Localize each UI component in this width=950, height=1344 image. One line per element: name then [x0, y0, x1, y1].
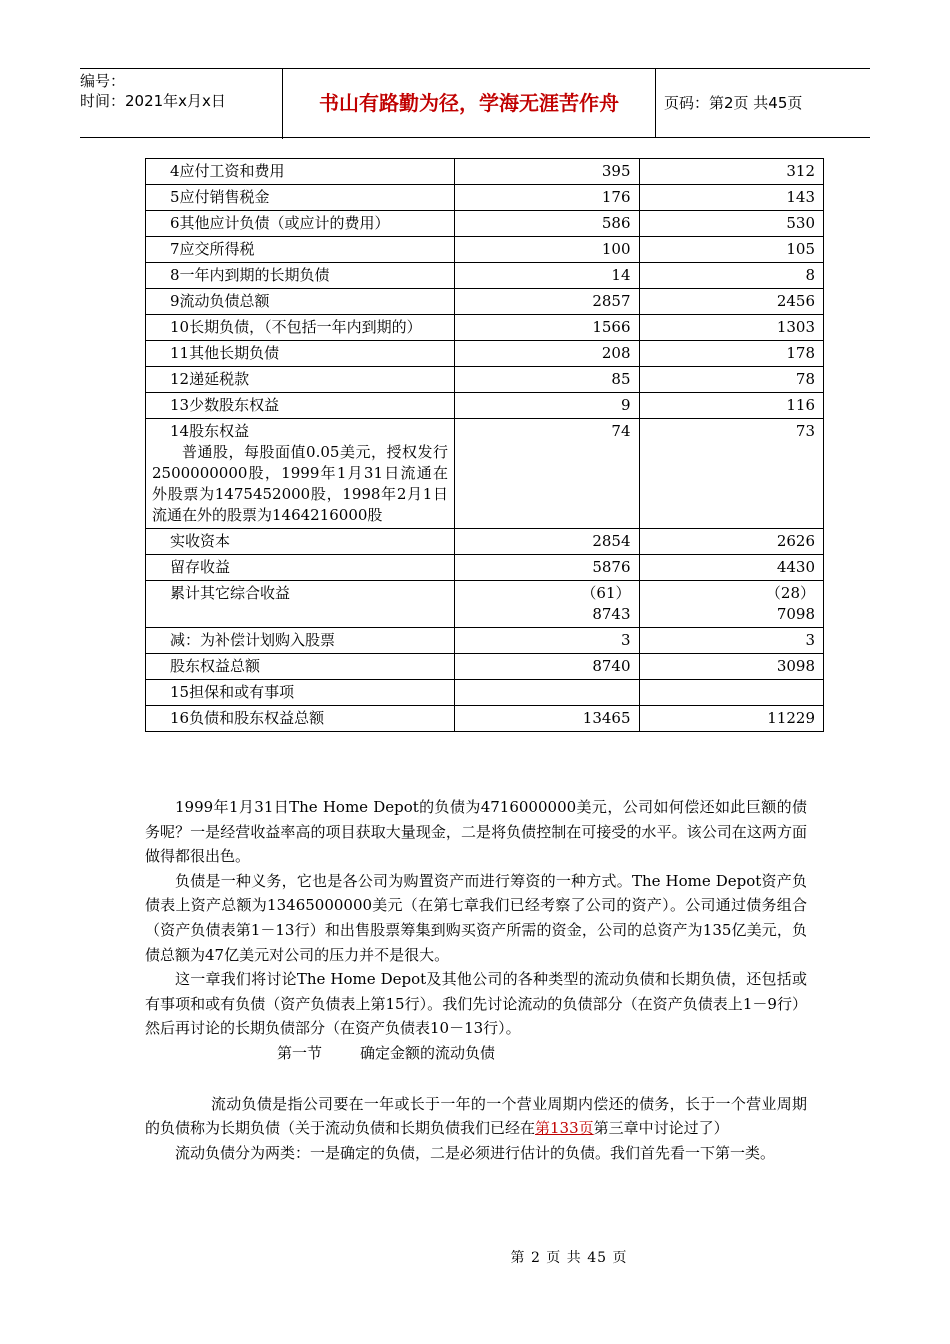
row-label [146, 628, 455, 654]
row-value [455, 237, 640, 263]
value-text: 74 [611, 422, 631, 440]
row-value [455, 185, 640, 211]
row-label [146, 159, 455, 185]
value-text: 312 [786, 162, 815, 180]
row-value [639, 706, 824, 732]
row-label-text: 11其他长期负债 [170, 344, 280, 362]
table-row [146, 628, 824, 654]
value-text [646, 682, 816, 703]
row-value [455, 367, 640, 393]
row-value [639, 628, 824, 654]
row-label [146, 263, 455, 289]
row-label-text: 12递延税款 [170, 370, 250, 388]
row-label-text: 股东权益总额 [170, 657, 261, 675]
row-label-text: 4应付工资和费用 [170, 162, 285, 180]
row-value [639, 237, 824, 263]
row-label-text: 实收资本 [170, 532, 231, 550]
row-value [639, 367, 824, 393]
row-value [639, 419, 824, 529]
row-label [146, 237, 455, 263]
row-value [455, 341, 640, 367]
row-value [639, 263, 824, 289]
value-text: 5876 [592, 558, 631, 576]
table-row [146, 289, 824, 315]
row-value [639, 315, 824, 341]
page-link[interactable]: 第133页 [535, 1119, 594, 1138]
row-value [639, 680, 824, 706]
row-label-text: 减：为补偿计划购入股票 [170, 631, 336, 649]
body-text [145, 795, 807, 1165]
motto: 书山有路勤为径，学海无涯苦作舟 [283, 69, 656, 137]
row-value [639, 185, 824, 211]
value-text: 9 [620, 396, 631, 414]
row-label [146, 393, 455, 419]
row-value [639, 159, 824, 185]
row-label [146, 315, 455, 341]
table-row [146, 367, 824, 393]
row-label-text: 5应付销售税金 [170, 188, 270, 206]
value-text: 530 [786, 214, 815, 232]
value-text: 2626 [776, 532, 815, 550]
value-text: 7098 [776, 605, 815, 623]
value-text: 1303 [776, 318, 815, 336]
value-text: （28） [765, 584, 815, 602]
table-row [146, 315, 824, 341]
row-label-text: 16负债和股东权益总额 [170, 709, 325, 727]
row-value [455, 211, 640, 237]
table-row [146, 185, 824, 211]
row-label [146, 529, 455, 555]
row-label [146, 419, 455, 529]
value-text: 105 [786, 240, 815, 258]
row-value [455, 315, 640, 341]
value-text: 116 [786, 396, 815, 414]
row-label-text: 15担保和或有事项 [170, 683, 295, 701]
row-label-text: 14股东权益 [170, 422, 250, 440]
row-label [146, 680, 455, 706]
table-row [146, 555, 824, 581]
row-value [455, 581, 640, 628]
row-value [639, 289, 824, 315]
time-label: 时间：2021年x月x日 [80, 92, 226, 110]
row-value [455, 706, 640, 732]
page-header [80, 68, 870, 138]
value-text: 143 [786, 188, 815, 206]
value-text: 2456 [776, 292, 815, 310]
row-label-text: 6其他应计负债（或应计的费用） [170, 214, 390, 232]
section-number: 第一节 [277, 1043, 323, 1062]
row-value [455, 159, 640, 185]
value-text: 586 [601, 214, 631, 232]
header-meta [80, 69, 283, 139]
row-value [639, 529, 824, 555]
row-value [455, 680, 640, 706]
value-text: 100 [601, 240, 631, 258]
value-text: 78 [795, 370, 815, 388]
table-row [146, 581, 824, 628]
table-row [146, 263, 824, 289]
table-row [146, 680, 824, 706]
row-label-text: 7应交所得税 [170, 240, 255, 258]
row-label-text: 8一年内到期的长期负债 [170, 266, 330, 284]
paragraph: 负债是一种义务，它也是各公司为购置资产而进行筹资的一种方式。The Home Depot资产负债表上资产总额为13465000000美元（在第七章我们已经考察了公司的资产）。公司通过债务组合（资产负债表第1－13行）和出售股票筹集到购买资产所需的资金，公司的总资产为135亿美元，负债总额为47亿美元对公司的压力并不是很大。 [145, 871, 807, 964]
value-text: 2854 [592, 532, 631, 550]
row-label-text: 累计其它综合收益 [170, 584, 291, 602]
row-label-text: 9流动负债总额 [170, 292, 270, 310]
paragraph: 1999年1月31日The Home Depot的负债为4716000000美元，公司如何偿还如此巨额的债务呢？一是经营收益率高的项目获取大量现金，二是将负债控制在可接受的水平。该公司在这两方面做得都很出色。 [145, 798, 807, 866]
section-title: 确定金额的流动负债 [360, 1043, 496, 1062]
paragraph [145, 1092, 807, 1141]
row-value [455, 289, 640, 315]
table-row [146, 706, 824, 732]
row-value [455, 628, 640, 654]
balance-sheet-table [145, 158, 824, 732]
row-sublabel: 普通股，每股面值0.05美元，授权发行2500000000股，1999年1月31日流通在外股票为1475452000股，1998年2月1日流通在外的股票为1464216000股 [152, 443, 448, 524]
row-value [455, 419, 640, 529]
paragraph-text: 流动负债是指公司要在一年或长于一年的一个营业周期内偿还的债务，长于一个营业周期的负债称为长期负债（关于流动负债和长期负债我们已经在 [145, 1094, 807, 1138]
value-text: 3 [805, 631, 815, 649]
value-text [461, 682, 631, 703]
table-row [146, 529, 824, 555]
row-value [455, 263, 640, 289]
table-row [146, 341, 824, 367]
row-label [146, 555, 455, 581]
value-text: 178 [786, 344, 815, 362]
row-label [146, 367, 455, 393]
row-value [639, 581, 824, 628]
row-label [146, 211, 455, 237]
row-label [146, 706, 455, 732]
page-footer: 第 2 页 共 45 页 [510, 1250, 628, 1266]
row-label [146, 341, 455, 367]
row-value [639, 341, 824, 367]
table-row [146, 237, 824, 263]
row-label [146, 581, 455, 628]
row-value [455, 654, 640, 680]
row-value [455, 555, 640, 581]
value-text: 4430 [776, 558, 815, 576]
table-row [146, 393, 824, 419]
value-text: 85 [611, 370, 631, 388]
page-info: 页码：第2页 共45页 [664, 94, 803, 112]
value-text: 8743 [592, 605, 631, 623]
table-row [146, 159, 824, 185]
value-text: 8 [805, 266, 815, 284]
row-value [639, 211, 824, 237]
value-text: 176 [601, 188, 631, 206]
code-label: 编号： [80, 72, 126, 90]
row-label-text: 10长期负债，（不包括一年内到期的） [170, 318, 422, 336]
value-text: 3098 [776, 657, 815, 675]
table-row [146, 211, 824, 237]
value-text: 8740 [592, 657, 631, 675]
row-value [455, 529, 640, 555]
row-value [455, 393, 640, 419]
value-text: 395 [601, 162, 631, 180]
value-text: 3 [620, 631, 631, 649]
value-text: 11229 [767, 709, 815, 727]
paragraph: 这一章我们将讨论The Home Depot及其他公司的各种类型的流动负债和长期负债，还包括或有事项和或有负债（资产负债表上第15行）。我们先讨论流动的负债部分（在资产负债表上1－9行）然后再讨论的长期负债部分（在资产负债表10－13行）。 [145, 970, 807, 1038]
row-value [639, 555, 824, 581]
value-text: 1566 [592, 318, 631, 336]
paragraph-text: 第三章中讨论过了） [593, 1119, 729, 1138]
value-text: 73 [795, 422, 815, 440]
value-text: 13465 [582, 709, 631, 727]
row-value [639, 393, 824, 419]
value-text: 2857 [592, 292, 631, 310]
value-text: 14 [611, 266, 631, 284]
table-row [146, 419, 824, 529]
paragraph: 流动负债分为两类：一是确定的负债，二是必须进行估计的负债。我们首先看一下第一类。 [175, 1143, 776, 1162]
value-text: 208 [601, 344, 631, 362]
table-row [146, 654, 824, 680]
row-label [146, 289, 455, 315]
row-label-text: 留存收益 [170, 558, 231, 576]
row-label-text: 13少数股东权益 [170, 396, 280, 414]
row-label [146, 654, 455, 680]
row-label [146, 185, 455, 211]
row-value [639, 654, 824, 680]
section-heading [145, 1041, 807, 1066]
value-text: （61） [581, 584, 631, 602]
